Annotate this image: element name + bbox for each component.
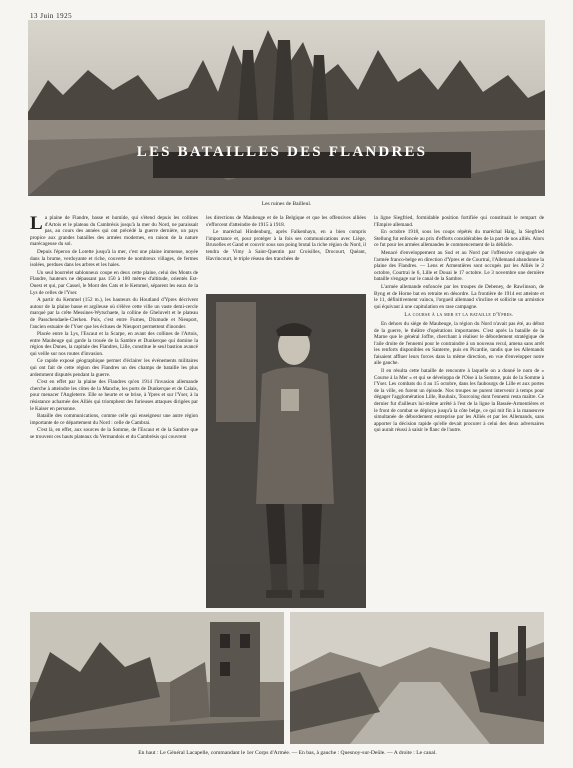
col1-paragraph-4: A partir du Kemmel (152 m.), les hauteurs du Houtland d'Ypres décrivent autour de la plaine basse et argileuse où s'élève cette ville un vaste demi-cercle marqué par la crête Messines-Wytschaete, la colline de Gheluvelt et le plateau de Passchendaele-Clerken. Puis, c'est entre Furnes, Dixmude et Nieuport, l'ancien estuaire de l'Yser que les écluses de Nieuport permettent d'inonder. xyxy=(30,297,198,330)
photo-ruins-bailleul xyxy=(28,20,545,196)
col3-paragraph-1: la ligne Siegfried, formidable position fortifiée qui constituait le rempart de l'Empire allemand. xyxy=(374,215,544,228)
text-column-1 xyxy=(30,215,198,442)
section-heading: La course à la mer et la bataille d'Ypres. xyxy=(404,312,514,319)
col3-paragraph-5: En dehors du siège de Maubeuge, la région du Nord n'avait pas été, au début de la guerre, le théâtre d'opérations importantes. C'est après la bataille de la Marne que le général Joffre, cherchant à réaliser le débordement stratégique de l'aile droite de l'ennemi pour le contraindre à un nouveau recul, amena sans arrêt les renforts disponibles en Santerre, puis en Picardie, tandis que les Allemands faisaient affluer leurs forces dans la même direction, en vue d'envelopper notre aile gauche. xyxy=(374,320,544,367)
article-title: LES BATAILLES DES FLANDRES xyxy=(136,144,428,160)
col1-paragraph-7: C'est en effet par la plaine des Flandres qu'en 1914 l'invasion allemande cherche à atteindre les côtes de la Manche, les ports de Dunkerque et de Calais, pour menacer l'Angleterre. Elle se heurte et se brise, à Ypres et sur l'Yser, à la résistance acharnée des Alliés qui triomphent des furieuses attaques dirigées par le Kaiser en personne. xyxy=(30,379,198,412)
col1-paragraph-9: C'est là, en effet, aux sources de la Somme, de l'Escaut et de la Sambre que se trouvent ces hauts plateaux du Vermandois et du Cambrésis qui couvrent xyxy=(30,427,198,440)
photo-general-lacapelle xyxy=(206,294,366,608)
col3-paragraph-4: L'armée allemande enfoncée par les troupes de Debeney, de Rawlinson, de Byng et de Horne bat en retraite en désordre. La frontière de 1914 est atteinte et le 11, définitivement vaincu, l'orgueil allemand s'incline et sollicite un armistice qui équivaut à une capitulation en rase campagne. xyxy=(374,283,544,310)
caption-photos: En haut : Le Général Lacapelle, commandant le 1er Corps d'Armée. — En bas, à gauche : Quesnoy-sur-Deûle. — A droite : Le canal. xyxy=(138,750,437,756)
col1-paragraph-3: Un seul bourrelet sablonneux coupe en deux cette plaine, celui des Monts de Flandre, hauteurs ne dépassant pas 150 à 180 mètres d'altitude, orientés Est-Ouest et qui, par Cassel, le Mont des Cats et le Kemmel, séparent les eaux de la Lys de celles de l'Yser. xyxy=(30,269,198,296)
col1-paragraph-6: Ce rapide exposé géographique permet d'éclairer les événements militaires qui ont fait de cette région des Flandres un des champs de bataille les plus ardemment disputés pendant la guerre. xyxy=(30,358,198,378)
photo-quesnoy-sur-deule xyxy=(30,612,284,744)
col3-paragraph-3: Menacé d'enveloppement au Sud et au Nord par l'offensive conjuguée de l'armée franco-belge en direction d'Ypres et de Courtrai, l'Allemand abandonne la plaine des Flandres. — Lens et Armentières sont occupés par les Alliés le 2 octobre, Courtrai le 6, Lille et Douai le 17 octobre. Le 3 novembre une dernière bataille s'engage sur le canal de la Sambre. xyxy=(374,249,544,283)
col3-paragraph-6: Il en résulta cette bataille de rencontre à laquelle on a donné le nom de « Course à la Mer » et qui se développa de l'Oise à la Somme, puis de la Somme à l'Yser. Les combats du 4 au 15 octobre, dans les faubourgs de Lille et aux portes de la ville, en furent un épisode. Nos troupes ne purent intervenir à temps pour dégager l'agglomération Lille, Roubaix, Tourcoing dont l'ennemi resta maître. Ce dernier fut d'ailleurs lui-même arrêté à l'est de la ligne la Bassée-Armentières et le front de combat se déploya jusqu'à la côte belge, ce qui mit fin à la manœuvre simultanée de débordement entreprise par les Alliés et par les Allemands, sans apporter la décision rapide qu'elle devait procurer à celui des deux adversaires qui aurait réussi à saisir le flanc de l'autre. xyxy=(374,368,544,434)
text-column-3 xyxy=(374,215,544,435)
col2-paragraph-1: les directions de Maubeuge et de la Belgique et que les offensives alliées s'efforcent d'atteindre de 1915 à 1918. xyxy=(206,215,366,228)
col1-paragraph-5: Placée entre la Lys, l'Escaut et la Scarpe, en avant des collines de l'Artois, entre Maubeuge qui garde la trouée de la Sambre et Dunkerque qui domine la région des Dunes, la capitale des Flandres, Lille, constitue le seul bastion avancé qui veille sur nos routes d'invasion. xyxy=(30,331,198,357)
col3-paragraph-2: En octobre 1918, sous les coups répétés du maréchal Haig, la Siegfried Stellung fut enfoncée au prix d'efforts considérables de la part de nos alliés. Alors ce fut pour les armées allemandes le commencement de la débâcle. xyxy=(374,229,544,249)
col2-paragraph-2: Le maréchal Hindenburg, après Falkenhayn, en a bien compris l'importance et, pour protéger à la fois ses communications avec Liège, Bruxelles et Gand et couvrir sous son poing brutal la riche région du Nord, il tendra de Vimy à Saint-Quentin par Croisilles, Drocourt, Quéant, Havrincourt, le triple réseau des tranchées de xyxy=(206,229,366,262)
photo-canal xyxy=(290,612,544,744)
page-date: 13 Juin 1925 xyxy=(30,12,73,20)
caption-ruins: Les ruines de Bailleul. xyxy=(261,201,312,207)
drop-cap: L xyxy=(30,213,43,234)
col1-paragraph-8: Bataille des communications, comme celle qui enseigneur une autre région importante de ce département du Nord : celle de Cambrai. xyxy=(30,413,198,426)
col1-paragraph-1: a plaine de Flandre, basse et humide, qui s'étend depuis les collines d'Artois et le plateau du Cambrésis jusqu'à la mer du Nord, ne paraissait pas, au cours des années qui ont précédé la guerre dernière, un pays propice aux grandes batailles des armées modernes, en raison de la nature marécageuse du sol. xyxy=(30,215,198,248)
col1-paragraph-2: Depuis l'éperon de Lorette jusqu'à la mer, c'est une plaine immense, noyée dans la brume, verdoyante et riche, couverte de nombreux villages, de fermes isolées, perdues dans les arbres et les haies. xyxy=(30,248,198,269)
text-column-2 xyxy=(206,215,366,263)
